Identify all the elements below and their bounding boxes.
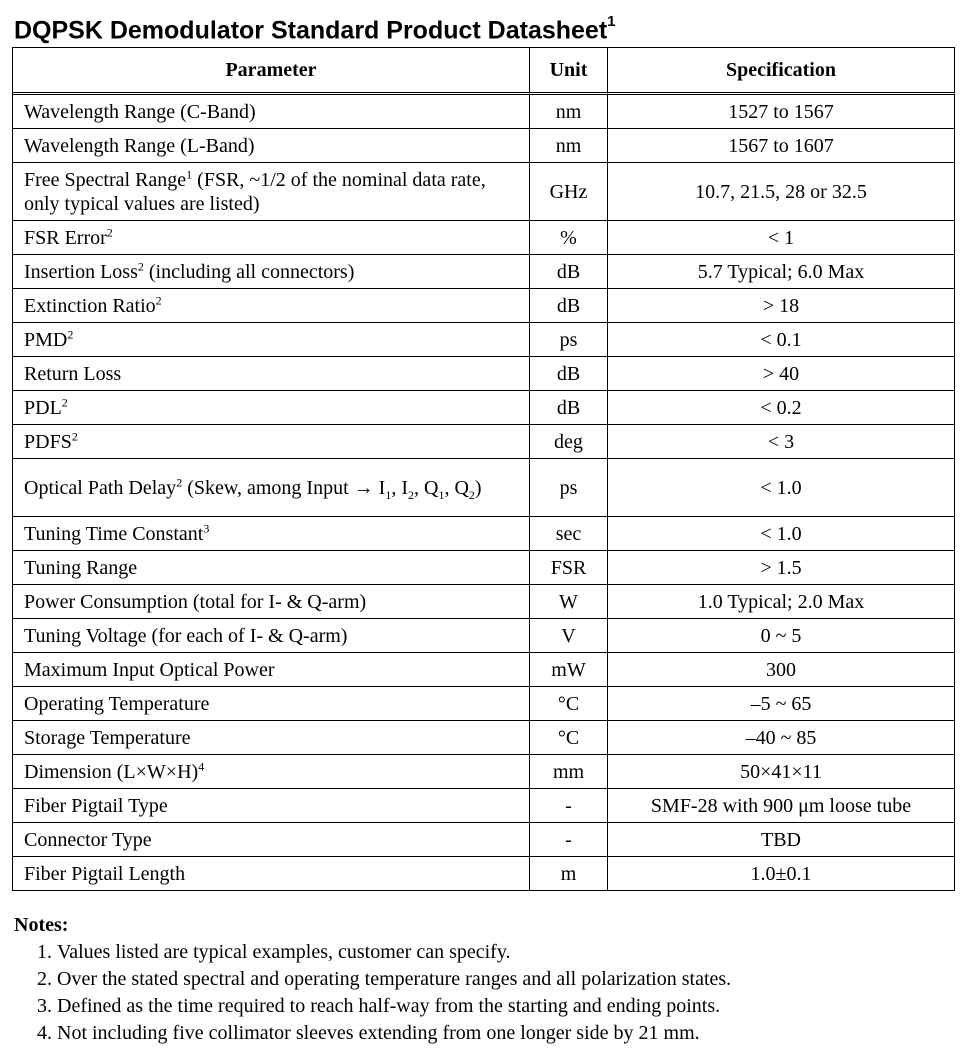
note-item: 3. Defined as the time required to reach half-way from the starting and ending points. xyxy=(57,993,964,1020)
parameter-text: Wavelength Range (C-Band) xyxy=(24,100,256,123)
footnote-ref: 2 xyxy=(71,428,78,443)
parameter-cell xyxy=(13,255,530,289)
page-title xyxy=(14,8,616,47)
parameter-text: Tuning Voltage (for each of I- & Q-arm) xyxy=(24,624,348,647)
parameter-cell xyxy=(13,789,530,823)
footnote-ref: 2 xyxy=(67,326,74,341)
table-row xyxy=(13,255,955,289)
specification-cell: > 40 xyxy=(608,357,955,391)
parameter-text: , Q xyxy=(444,476,469,499)
table-row xyxy=(13,323,955,357)
unit-cell: °C xyxy=(530,687,608,721)
parameter-text: Connector Type xyxy=(24,828,152,851)
parameter-text: , I xyxy=(391,476,408,499)
parameter-text: (including all connectors) xyxy=(143,260,355,283)
table-row xyxy=(13,551,955,585)
parameter-cell xyxy=(13,687,530,721)
title-footnote-ref: 1 xyxy=(607,13,616,30)
note-item: 1. Values listed are typical examples, customer can specify. xyxy=(57,939,964,966)
parameter-text: (Skew, among Input → I xyxy=(182,476,386,499)
parameter-cell xyxy=(13,391,530,425)
unit-cell: mm xyxy=(530,755,608,789)
unit-cell: °C xyxy=(530,721,608,755)
specification-cell: 50×41×11 xyxy=(608,755,955,789)
spec-table-body xyxy=(13,95,955,891)
footnote-ref: 2 xyxy=(61,394,68,409)
table-row xyxy=(13,289,955,323)
unit-cell: FSR xyxy=(530,551,608,585)
unit-cell: m xyxy=(530,857,608,891)
unit-cell: dB xyxy=(530,255,608,289)
table-row xyxy=(13,755,955,789)
table-row xyxy=(13,857,955,891)
parameter-text: Fiber Pigtail Length xyxy=(24,862,186,885)
table-row xyxy=(13,163,955,221)
specification-cell: 0 ~ 5 xyxy=(608,619,955,653)
specification-cell: –5 ~ 65 xyxy=(608,687,955,721)
parameter-text: Return Loss xyxy=(24,362,122,385)
specification-cell: < 1.0 xyxy=(608,517,955,551)
table-row xyxy=(13,517,955,551)
specification-cell: 300 xyxy=(608,653,955,687)
parameter-cell xyxy=(13,95,530,129)
parameter-cell xyxy=(13,619,530,653)
parameter-cell xyxy=(13,221,530,255)
specification-cell: < 1.0 xyxy=(608,459,955,517)
parameter-cell xyxy=(13,129,530,163)
parameter-text: ) xyxy=(474,476,482,499)
subscript: 1 xyxy=(438,487,445,502)
unit-cell: V xyxy=(530,619,608,653)
parameter-cell xyxy=(13,823,530,857)
unit-cell: - xyxy=(530,823,608,857)
footnote-ref: 3 xyxy=(203,520,210,535)
spec-table xyxy=(12,47,955,891)
specification-cell: SMF-28 with 900 μm loose tube xyxy=(608,789,955,823)
table-row xyxy=(13,425,955,459)
parameter-text: Fiber Pigtail Type xyxy=(24,794,168,817)
subscript: 1 xyxy=(385,487,392,502)
footnote-ref: 2 xyxy=(106,224,113,239)
parameter-cell xyxy=(13,289,530,323)
table-row xyxy=(13,653,955,687)
specification-cell: 1567 to 1607 xyxy=(608,129,955,163)
unit-cell: ps xyxy=(530,323,608,357)
note-item: 2. Over the stated spectral and operating temperature ranges and all polarization states. xyxy=(57,966,964,993)
table-row xyxy=(13,789,955,823)
unit-cell: GHz xyxy=(530,163,608,221)
footnote-ref: 2 xyxy=(137,258,144,273)
parameter-text: PDL xyxy=(24,396,62,419)
unit-cell: nm xyxy=(530,129,608,163)
specification-cell: < 0.2 xyxy=(608,391,955,425)
specification-cell: –40 ~ 85 xyxy=(608,721,955,755)
parameter-text: FSR Error xyxy=(24,226,107,249)
table-row xyxy=(13,687,955,721)
specification-cell: 1.0 Typical; 2.0 Max xyxy=(608,585,955,619)
table-row xyxy=(13,619,955,653)
parameter-text: Wavelength Range (L-Band) xyxy=(24,134,255,157)
specification-cell: 5.7 Typical; 6.0 Max xyxy=(608,255,955,289)
table-row xyxy=(13,823,955,857)
parameter-text: Operating Temperature xyxy=(24,692,210,715)
parameter-text: Free Spectral Range xyxy=(24,168,187,191)
unit-cell: deg xyxy=(530,425,608,459)
note-item: 4. Not including five collimator sleeves extending from one longer side by 21 mm. xyxy=(57,1020,964,1047)
footnote-ref: 2 xyxy=(176,474,183,489)
table-row xyxy=(13,391,955,425)
unit-cell: - xyxy=(530,789,608,823)
parameter-cell xyxy=(13,857,530,891)
unit-cell: sec xyxy=(530,517,608,551)
parameter-text: PDFS xyxy=(24,430,72,453)
parameter-cell xyxy=(13,459,530,517)
notes-list xyxy=(14,939,964,1047)
parameter-text: Storage Temperature xyxy=(24,726,191,749)
unit-cell: nm xyxy=(530,95,608,129)
specification-cell: < 0.1 xyxy=(608,323,955,357)
subscript: 2 xyxy=(468,487,475,502)
specification-cell: TBD xyxy=(608,823,955,857)
subscript: 2 xyxy=(407,487,414,502)
notes-heading: Notes: xyxy=(14,914,69,936)
parameter-cell xyxy=(13,653,530,687)
specification-cell: > 18 xyxy=(608,289,955,323)
specification-cell: > 1.5 xyxy=(608,551,955,585)
parameter-text: Power Consumption (total for I- & Q-arm) xyxy=(24,590,367,613)
parameter-cell xyxy=(13,357,530,391)
parameter-text: (FSR, ~1/2 of the nominal data rate, only typical values are listed) xyxy=(24,168,486,215)
parameter-text: Extinction Ratio xyxy=(24,294,156,317)
parameter-text: Maximum Input Optical Power xyxy=(24,658,275,681)
specification-cell: 1527 to 1567 xyxy=(608,95,955,129)
parameter-cell xyxy=(13,721,530,755)
parameter-cell xyxy=(13,163,530,221)
footnote-ref: 1 xyxy=(186,166,193,181)
unit-cell: dB xyxy=(530,391,608,425)
header-parameter: Parameter xyxy=(13,48,530,95)
specification-cell: 10.7, 21.5, 28 or 32.5 xyxy=(608,163,955,221)
header-specification: Specification xyxy=(608,48,955,95)
table-row xyxy=(13,459,955,517)
specification-cell: < 3 xyxy=(608,425,955,459)
parameter-cell xyxy=(13,517,530,551)
parameter-text: PMD xyxy=(24,328,68,351)
title-text: DQPSK Demodulator Standard Product Datasheet xyxy=(14,16,608,45)
parameter-text: Dimension (L×W×H) xyxy=(24,760,199,783)
table-row xyxy=(13,357,955,391)
footnote-ref: 2 xyxy=(155,292,162,307)
header-row xyxy=(13,48,955,95)
parameter-text: Insertion Loss xyxy=(24,260,138,283)
parameter-text: , Q xyxy=(413,476,439,499)
specification-cell: 1.0±0.1 xyxy=(608,857,955,891)
parameter-text: Optical Path Delay xyxy=(24,476,177,499)
parameter-text: Tuning Time Constant xyxy=(24,522,204,545)
header-unit: Unit xyxy=(530,48,608,95)
table-row xyxy=(13,129,955,163)
footnote-ref: 4 xyxy=(198,758,205,773)
table-row xyxy=(13,721,955,755)
unit-cell: % xyxy=(530,221,608,255)
unit-cell: dB xyxy=(530,357,608,391)
parameter-cell xyxy=(13,551,530,585)
table-row xyxy=(13,585,955,619)
parameter-cell xyxy=(13,323,530,357)
table-row xyxy=(13,221,955,255)
unit-cell: dB xyxy=(530,289,608,323)
unit-cell: W xyxy=(530,585,608,619)
parameter-cell xyxy=(13,585,530,619)
notes-section xyxy=(14,912,964,1047)
parameter-cell xyxy=(13,425,530,459)
parameter-cell xyxy=(13,755,530,789)
table-row xyxy=(13,95,955,129)
unit-cell: ps xyxy=(530,459,608,517)
specification-cell: < 1 xyxy=(608,221,955,255)
parameter-text: Tuning Range xyxy=(24,556,138,579)
unit-cell: mW xyxy=(530,653,608,687)
